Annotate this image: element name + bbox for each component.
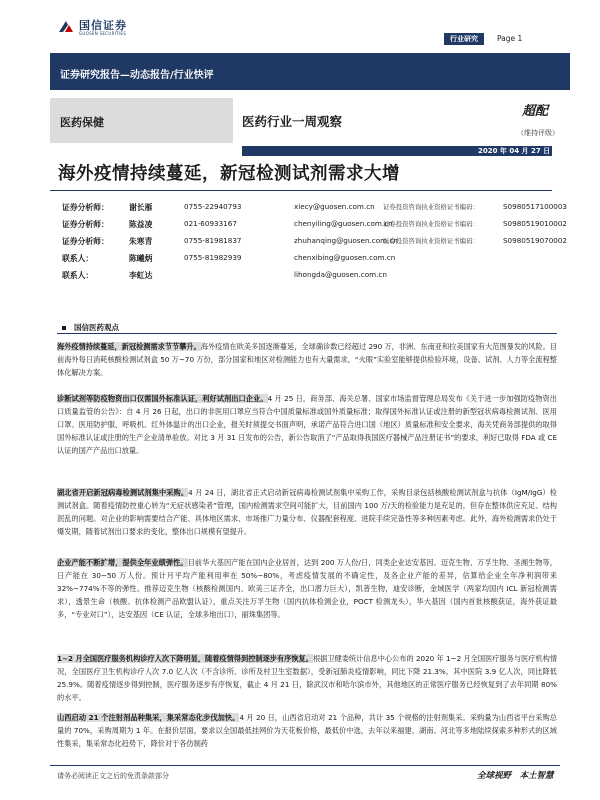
section-heading: 国信医药观点 bbox=[62, 322, 119, 333]
analyst-role: 证券分析师： bbox=[62, 203, 109, 212]
paragraph-text: 根据卫健委统计信息中心公布的 2020 年 1~2 月全国医疗服务与医疗机构情况，全国医疗卫生机构诊疗人次 7.0 亿人次（不含诊所、诊所及村卫生室数据），受新冠肺炎疫情影响，同比下降 21.3%，其中医院 3.9 亿人次，同比降低 25.9%。随着疫情逐步得到控制，医疗服务逐步有序恢复，截止 4 月 21 日，除武汉市和哈尔滨市外，其他地区的正常医疗服务已经恢复到了去年同期 80%的水平。 bbox=[57, 654, 558, 702]
paragraph-lead: 企业产能不断扩增，提供全年业绩弹性。 bbox=[57, 558, 188, 567]
report-title: 海外疫情持续蔓延，新冠检测试剂需求大增 bbox=[58, 164, 400, 184]
contact-phone: 0755-81982939 bbox=[184, 253, 242, 262]
logo-en: GUOSEN SECURITIES bbox=[79, 31, 127, 36]
rating-label: 超配 bbox=[522, 104, 549, 119]
guosen-logo-icon bbox=[57, 18, 75, 36]
contact-email[interactable]: lihongda@guosen.com.cn bbox=[294, 270, 387, 279]
report-category: 证券研究报告—动态报告/行业快评 bbox=[60, 70, 214, 81]
report-type-tag: 行业研究 bbox=[444, 33, 484, 45]
rating-note: （维持评级） bbox=[517, 129, 559, 137]
paragraph-text: 4 月 25 日，商务部、海关总署、国家市场监督管理总局发布《关于进一步加强防疫物资出口质量监管的公告》：自 4 月 26 日起，出口的非医用口罩应当符合中国质量标准或国外质量标准；取得国外标准认证或注册的新型冠状病毒检测试剂、医用口罩、医用防护服、呼吸机、红外体温计的出口企业，报关时须提交书面声明，承诺产品符合进口国（地区）质量标准和安全要求，海关凭商务部提供的取得国外标准认证或注册的生产企业清单验放。对比 3 月 31 日发布的公告，新公告取消了“产品取得我国医疗器械产品注册证书”的要求，利好已取得 FDA 或 CE 认证的国产产品出口放量。 bbox=[57, 394, 557, 455]
slogan: 全球视野 本土智慧 bbox=[477, 771, 554, 781]
analyst-name: 谢长雁 bbox=[129, 203, 153, 212]
paragraph-lead: 海外疫情持续蔓延，新冠检测需求节节攀升。 bbox=[57, 342, 201, 351]
paragraph bbox=[57, 392, 557, 457]
analyst-email[interactable]: xiecy@guosen.com.cn bbox=[294, 202, 375, 211]
paragraph-lead: 1~2 月全国医疗服务机构诊疗人次下降明显，随着疫情得到控制逐步有序恢复。 bbox=[57, 654, 313, 663]
paragraph bbox=[57, 556, 557, 621]
paragraph-lead: 诊断试剂等防疫物资出口仅需国外标准认证，利好试剂出口企业。 bbox=[57, 394, 268, 403]
analyst-cert-label: 证券投资咨询执业资格证书编码： bbox=[383, 203, 479, 211]
paragraph-text: 4 月 20 日，山西省启动对 21 个品种，共计 35 个规格的注射剂集采。采购量为山西省平台采购总量的 70%，采购周期为 1 年。在报价层面，要求以全国最低挂网价为天花板价格，最低价中选，去年以来福建、湖南、河北等多地陆续探索多种形式的区域性集采，集采常态化趋势下，降价对于各仿制药 bbox=[57, 713, 557, 748]
analyst-email[interactable]: chenyiling@guosen.com.cn bbox=[294, 219, 393, 228]
disclaimer-note: 请务必阅读正文之后的免责条款部分 bbox=[57, 772, 169, 780]
analyst-name: 朱寒青 bbox=[129, 237, 153, 246]
paragraph bbox=[57, 340, 557, 379]
paragraph bbox=[57, 711, 557, 750]
analyst-cert: S0980519070002 bbox=[503, 236, 568, 245]
sector-name: 医药保健 bbox=[60, 116, 104, 129]
analyst-cert-label: 证券投资咨询执业资格证书编码： bbox=[383, 237, 479, 245]
paragraph bbox=[57, 652, 557, 704]
contact-name: 陈曦炳 bbox=[129, 254, 153, 263]
analyst-cert: S0980519010002 bbox=[503, 219, 568, 228]
title-divider bbox=[50, 190, 552, 191]
analyst-email[interactable]: zhuhanqing@guosen.com.cn bbox=[294, 236, 398, 245]
analyst-phone: 0755-22940793 bbox=[184, 202, 242, 211]
paragraph-lead: 湖北省开启新冠病毒检测试剂集中采购。 bbox=[57, 488, 189, 497]
section-divider bbox=[57, 333, 557, 334]
logo-cn: 国信证券 bbox=[79, 19, 127, 32]
page-number: Page 1 bbox=[497, 34, 523, 43]
paragraph-text: 目前华大基因产能在国内企业居首，达到 200 万人份/日，同类企业达安基因、迈克生物、万孚生物、圣湘生物等，日产能在 30~50 万人份。预计月平均产能利用率在 50%~80%，考虑疫情发展的不确定性，及各企业产能的差异，估算给企业全年净利润带来 32%~774%不等的弹性。推荐迈克生物（核酸检测国内、欧美三证齐全，出口潜力巨大），凯普生物，迪安诊断，金域医学（两家均国内 ICL 新冠检测需求），透景生命（核酸、抗体检测产品欧盟认证），重点关注万孚生物（国内抗体检测企业，POCT 检测龙头），华大基因（国内首批核酸获证，海外获证最多，“专业对口”），达安基因（CE 认证，全球多地出口），丽珠集团等。 bbox=[57, 558, 557, 619]
contact-name: 李虹达 bbox=[129, 271, 153, 280]
report-date: 2020 年 04 月 27 日 bbox=[478, 147, 551, 155]
weekly-title: 医药行业一周观察 bbox=[242, 114, 343, 129]
analyst-cert: S0980517100003 bbox=[503, 202, 568, 211]
paragraph-lead: 山西启动 21 个注射剂品种集采，集采常态化步伐加快。 bbox=[57, 713, 240, 722]
analyst-name: 陈益凌 bbox=[129, 220, 153, 229]
company-logo bbox=[57, 16, 147, 40]
paragraph-text: 4 月 24 日，湖北省正式启动新冠病毒检测试剂集中采购工作，采购目录包括核酸检测试剂盒与抗体（IgM/IgG）检测试剂盒。随着疫情防控重心转为“无症状感染者”管理，国内检测需求空间可能扩大，目前国内 100 万/天的检验能力是充足的，但存在整体供应充足、结构泯乱的问题。对企业的影响需要结合产能、具体地区需求、市场推广力量分布、仪器配套程度、进院手续完备性等多种因素考虑。此外，海外检测需求仍处于爆发期，随着试剂出口要求的变化，整体出口规模有望提升。 bbox=[57, 488, 557, 536]
contact-email[interactable]: chenxibing@guosen.com.cn bbox=[294, 253, 396, 262]
contact-role: 联系人： bbox=[62, 254, 94, 263]
analyst-phone: 021-60933167 bbox=[184, 219, 237, 228]
paragraph-text: 海外疫情在欧美多国逐渐蔓延，全球确诊数已经超过 290 万，非洲、东南亚和拉美国家有大范围暴发的风险。目前海外每日消耗核酸检测试剂盒 50 万~70 万份，部分国家和地区对检测能力也有大量需求，“火眼”实验室能够提供检验环境，设备、试剂、人力等全流程整体化解决方案。 bbox=[57, 342, 557, 377]
contact-role: 联系人： bbox=[62, 271, 94, 280]
analyst-role: 证券分析师： bbox=[62, 220, 109, 229]
analyst-role: 证券分析师： bbox=[62, 237, 109, 246]
paragraph bbox=[57, 486, 557, 538]
analyst-cert-label: 证券投资咨询执业资格证书编码： bbox=[383, 220, 479, 228]
analyst-phone: 0755-81981837 bbox=[184, 236, 242, 245]
footer-divider bbox=[50, 765, 560, 766]
